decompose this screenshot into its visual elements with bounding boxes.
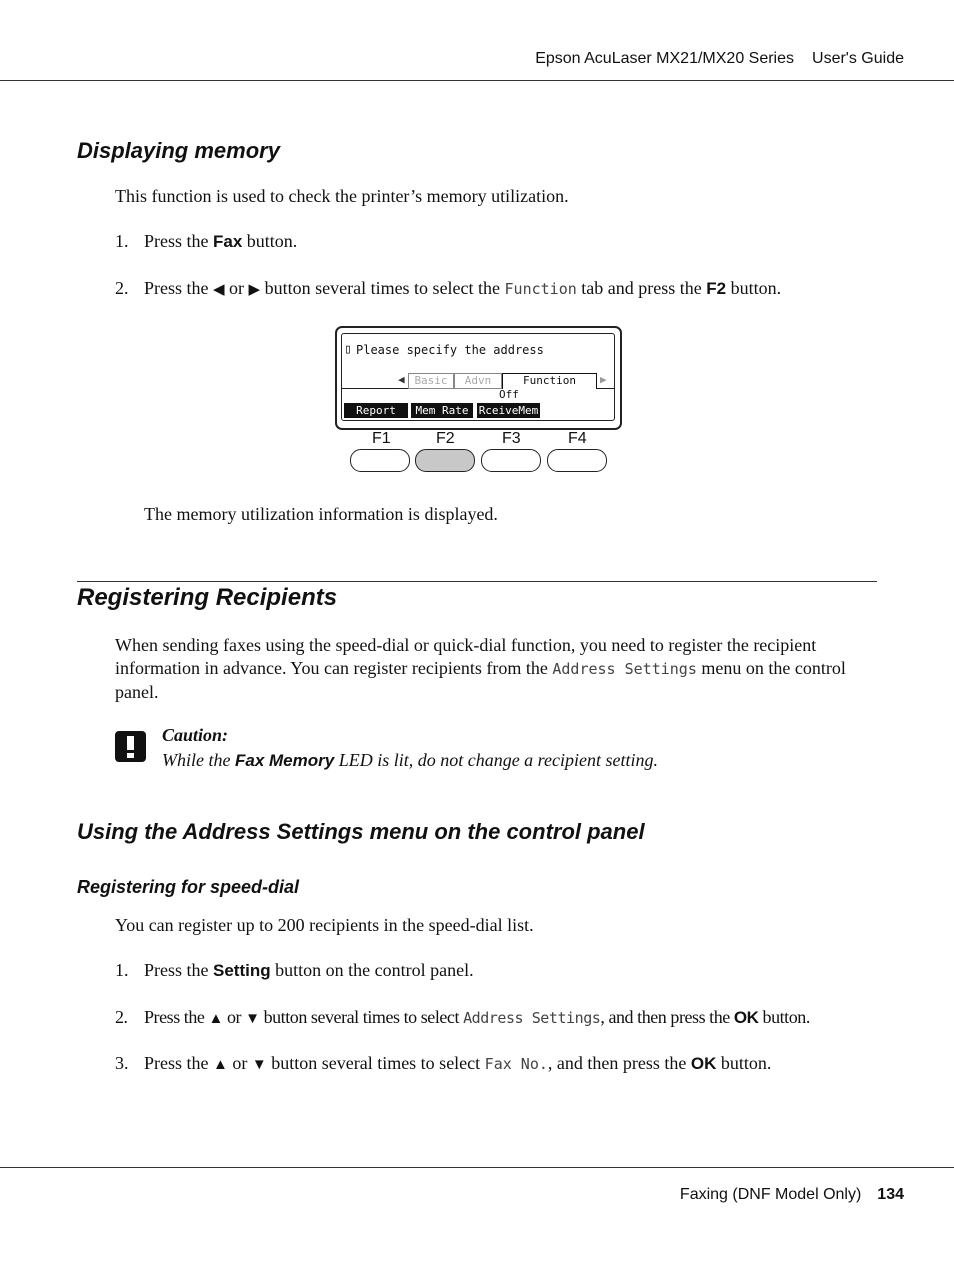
step-text: or [227, 1053, 252, 1073]
f2-label: F2 [436, 430, 455, 447]
tab-right-arrow-icon: ▶ [600, 373, 607, 386]
page-header [535, 50, 904, 68]
section3-step3 [115, 1053, 771, 1074]
fax-no-code: Fax No. [484, 1055, 548, 1073]
section3-intro: You can register up to 200 recipients in the speed-dial list. [115, 915, 534, 935]
lcd-message: Please specify the address [356, 343, 544, 357]
step-text: button several times to select the [260, 278, 505, 298]
step-number: 1. [115, 960, 129, 980]
fkey-report: Report [344, 403, 408, 418]
section1-step1 [115, 231, 297, 252]
step-number: 3. [115, 1053, 129, 1073]
step-number: 2. [115, 1007, 128, 1027]
step-text: , and then press the [600, 1007, 734, 1027]
function-tab-code: Function [504, 280, 577, 298]
section2-paragraph [115, 634, 875, 704]
left-arrow-icon: ◀ [213, 282, 225, 298]
f2-button [415, 449, 475, 472]
step-text: Press the [144, 1053, 213, 1073]
header-rule [0, 80, 954, 81]
step-text: Press the [144, 1007, 209, 1027]
subsection-title-speed-dial: Registering for speed-dial [77, 877, 300, 897]
f4-button [547, 449, 607, 472]
step-text: or [224, 278, 249, 298]
tab-advn: Advn [454, 373, 502, 389]
step-text: Press the [144, 278, 213, 298]
page-footer [680, 1186, 904, 1204]
caution-text [162, 750, 658, 771]
right-arrow-icon: ▶ [248, 282, 261, 298]
caution-icon [115, 731, 146, 762]
step-number: 1. [115, 231, 129, 251]
down-arrow-icon: ▼ [245, 1011, 260, 1027]
section3-step1 [115, 960, 474, 981]
section-title-address-settings: Using the Address Settings menu on the control panel [77, 819, 645, 844]
section-title-displaying-memory: Displaying memory [77, 138, 280, 163]
caution-text-part: While the [162, 750, 235, 770]
section1-step2 [115, 278, 781, 299]
footer-section: Faxing (DNF Model Only) [679, 1186, 862, 1203]
footer-rule [0, 1167, 954, 1168]
step-text: , and then press the [547, 1053, 691, 1073]
tab-left-arrow-icon: ◀ [398, 373, 405, 386]
step-number: 2. [115, 278, 129, 298]
phonebook-icon: ▯ [344, 342, 352, 357]
step-text: Press the [144, 231, 213, 251]
step-text: tab and press the [576, 278, 707, 298]
step-text: or [222, 1007, 246, 1027]
lcd-screen [341, 333, 615, 421]
fkey-rceivemem: RceiveMem [478, 404, 539, 417]
header-product: Epson AcuLaser MX21/MX20 Series [535, 50, 795, 67]
f3-button [481, 449, 541, 472]
up-arrow-icon: ▲ [213, 1057, 228, 1073]
step-text: button. [242, 231, 298, 251]
caution-title: Caution: [162, 725, 229, 745]
fax-button-label: Fax [213, 232, 243, 251]
page-number: 134 [877, 1186, 904, 1203]
step-text: button on the control panel. [270, 960, 474, 980]
fax-memory-label: Fax Memory [234, 751, 335, 770]
section1-result: The memory utilization information is displayed. [144, 504, 498, 524]
section-rule [77, 581, 877, 582]
up-arrow-icon: ▲ [208, 1011, 223, 1027]
section3-step2 [115, 1007, 810, 1028]
section-title-registering-recipients: Registering Recipients [77, 584, 338, 611]
lcd-panel-figure [335, 326, 622, 430]
fkey-mem-rate: Mem Rate [411, 403, 473, 418]
step-text: button. [716, 1053, 772, 1073]
tab-basic: Basic [408, 373, 454, 389]
step-text: button. [726, 278, 782, 298]
lcd-value: Off [499, 388, 519, 401]
section1-intro: This function is used to check the printer’s memory utilization. [115, 186, 569, 206]
address-settings-code: Address Settings [552, 660, 697, 678]
step-text: Press the [144, 960, 213, 980]
step-text: button several times to select [266, 1053, 485, 1073]
f1-label: F1 [372, 430, 391, 447]
para-text: When sending faxes using the speed-dial or quick-dial function, you need to register the recipient information in advance. You can register recipients from the [115, 635, 817, 678]
f1-button [350, 449, 410, 472]
ok-button-label: OK [690, 1054, 717, 1073]
down-arrow-icon: ▼ [251, 1057, 267, 1073]
f3-label: F3 [502, 430, 521, 447]
ok-button-label: OK [733, 1008, 759, 1027]
para-text: menu on the control panel. [115, 658, 846, 702]
f4-label: F4 [568, 430, 587, 447]
address-settings-code: Address Settings [463, 1009, 601, 1027]
f2-button-label: F2 [706, 279, 727, 298]
step-text: button several times to select [259, 1007, 464, 1027]
caution-text-part: LED is lit, do not change a recipient setting. [334, 750, 658, 770]
setting-button-label: Setting [213, 961, 271, 980]
tab-function: Function [502, 373, 597, 389]
step-text: button. [758, 1007, 810, 1027]
header-guide: User's Guide [812, 50, 904, 67]
